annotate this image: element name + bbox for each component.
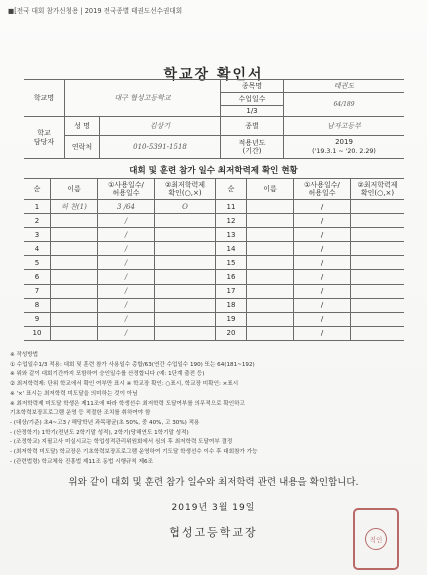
table-row bbox=[24, 256, 404, 270]
instruction-line: ※ 최저학력제 미도달 학생은 제11조에 따라 학생선수 최저학력 도달여부를 의무적으로 확인하고 bbox=[10, 400, 245, 407]
col-name: 이름 bbox=[51, 179, 98, 200]
row-seq-2: 12 bbox=[216, 214, 247, 228]
sport-label: 종목명 bbox=[221, 80, 284, 93]
school-name-label: 학교명 bbox=[24, 80, 65, 117]
category-value: 남자고등부 bbox=[284, 117, 405, 136]
col-min-level-line2: 확인(○,×) bbox=[168, 189, 202, 197]
row-seq-2: 13 bbox=[216, 228, 247, 242]
table-row bbox=[24, 242, 404, 256]
row-seq-2: 18 bbox=[216, 298, 247, 312]
row-name bbox=[51, 214, 98, 228]
row-seq-2: 11 bbox=[216, 200, 247, 214]
row-name-2 bbox=[247, 256, 294, 270]
row-min-level-check-2 bbox=[351, 326, 405, 340]
table-row bbox=[24, 214, 404, 228]
row-min-level-check-2 bbox=[351, 214, 405, 228]
instruction-line: - (조정학교) 지필고사 미실시교는 학업성적관리위원회에서 심의 후 최저학력 도달여부 결정 bbox=[10, 439, 233, 446]
row-min-level-check-2 bbox=[351, 200, 405, 214]
apply-year-label bbox=[221, 136, 284, 159]
row-min-level-check-2 bbox=[351, 298, 405, 312]
row-used-days: / bbox=[98, 256, 155, 270]
row-min-level-check-2 bbox=[351, 270, 405, 284]
instruction-line: 기초학력보장프로그램 운영 등 적절한 조치를 취하여야 함 bbox=[10, 410, 151, 417]
row-seq: 5 bbox=[24, 256, 51, 270]
row-seq-2: 20 bbox=[216, 326, 247, 340]
row-name bbox=[51, 228, 98, 242]
col-used-days bbox=[98, 179, 155, 200]
name-label: 성 명 bbox=[65, 117, 100, 136]
row-used-days-2: / bbox=[294, 214, 351, 228]
row-name bbox=[51, 270, 98, 284]
category-label: 종별 bbox=[221, 117, 284, 136]
row-seq: 2 bbox=[24, 214, 51, 228]
row-name: 허 찬(1) bbox=[51, 200, 98, 214]
col-name-2: 이름 bbox=[247, 179, 294, 200]
instruction-line: ※ 위와 같이 대회기간까지 포함하여 승인일수를 산정합니다 (예: 1단계 출전 등) bbox=[10, 371, 205, 378]
col-min-level-line1: ②최저학력제 bbox=[164, 181, 206, 189]
col-used-days-2-line1: ①사용일수/ bbox=[304, 181, 340, 189]
apply-period: ('19.3.1 ~ '20. 2.29) bbox=[312, 148, 376, 155]
class-days-label: 수업일수 bbox=[221, 93, 284, 106]
writing-instructions bbox=[10, 351, 415, 467]
col-used-days-2 bbox=[294, 179, 351, 200]
sport-value: 태권도 bbox=[284, 80, 405, 93]
row-used-days: / bbox=[98, 228, 155, 242]
row-min-level-check bbox=[155, 270, 216, 284]
seal-text: 직인 bbox=[369, 535, 383, 544]
row-name-2 bbox=[247, 284, 294, 298]
instruction-line: ※ '×' 표시는 최저학력 미도달을 의미하는 것이 아님 bbox=[10, 390, 138, 397]
row-name-2 bbox=[247, 228, 294, 242]
row-used-days-2: / bbox=[294, 284, 351, 298]
instruction-line: ① 수업일수1/3 적용: 대회 및 훈련 참가 사용일수 총합/63(연간 수업일수 190) 또는 64(181~192) bbox=[10, 361, 255, 368]
manager-label-line1: 학교 bbox=[37, 128, 51, 137]
section-title: 대회 및 훈련 참가 일수 최저학력제 확인 현황 bbox=[129, 166, 298, 176]
row-seq: 6 bbox=[24, 270, 51, 284]
row-used-days: / bbox=[98, 270, 155, 284]
row-seq-2: 15 bbox=[216, 256, 247, 270]
table-row bbox=[24, 228, 404, 242]
row-min-level-check bbox=[155, 298, 216, 312]
row-name-2 bbox=[247, 200, 294, 214]
school-name-value: 대구 협성고등학교 bbox=[65, 80, 221, 117]
class-days-ratio: 1/3 bbox=[221, 106, 284, 117]
confirmation-statement: 위와 같이 대회 및 훈련 참가 일수와 최저학력 관련 내용을 확인합니다. bbox=[68, 477, 359, 488]
school-info-table bbox=[24, 79, 404, 159]
row-min-level-check bbox=[155, 256, 216, 270]
row-seq: 1 bbox=[24, 200, 51, 214]
row-min-level-check bbox=[155, 312, 216, 326]
col-min-level-2-line2: 확인(○,×) bbox=[360, 189, 395, 197]
row-min-level-check-2 bbox=[351, 256, 405, 270]
row-min-level-check bbox=[155, 284, 216, 298]
contact-label: 연락처 bbox=[65, 136, 100, 159]
col-min-level-2 bbox=[351, 179, 405, 200]
row-name bbox=[51, 298, 98, 312]
apply-year: 2019 bbox=[335, 138, 353, 146]
row-seq-2: 14 bbox=[216, 242, 247, 256]
class-days-value: 64/189 bbox=[284, 93, 405, 117]
table-rows bbox=[24, 200, 404, 341]
document-title: 학교장 확인서 bbox=[163, 67, 264, 83]
row-used-days-2: / bbox=[294, 312, 351, 326]
row-name-2 bbox=[247, 312, 294, 326]
row-used-days: 3 /64 bbox=[98, 200, 155, 214]
apply-year-label-line2: (기간) bbox=[242, 147, 262, 155]
col-used-days-line1: ①사용일수/ bbox=[108, 181, 144, 189]
instruction-line: ※ 작성방법 bbox=[10, 352, 39, 358]
row-seq-2: 16 bbox=[216, 270, 247, 284]
row-name bbox=[51, 284, 98, 298]
official-seal-stamp bbox=[353, 508, 399, 570]
col-used-days-line2: 허용일수 bbox=[112, 189, 140, 197]
col-min-level bbox=[155, 179, 216, 200]
principal-signature-line: 협성고등학교장 bbox=[169, 526, 258, 539]
instruction-line: - (대상/기준) 초4~고3 / 해당학년 과목평균(초 50%, 중 40%, 고 30%) 적용 bbox=[10, 419, 200, 426]
col-used-days-2-line2: 허용일수 bbox=[308, 189, 336, 197]
col-seq-2: 순 bbox=[216, 179, 247, 200]
seal-inner bbox=[365, 528, 387, 550]
manager-label bbox=[24, 117, 65, 159]
row-min-level-check bbox=[155, 214, 216, 228]
row-min-level-check-2 bbox=[351, 312, 405, 326]
row-seq: 3 bbox=[24, 228, 51, 242]
instruction-line: - (관련법령) 학교체육 진흥법 제11조 동법 시행규칙 제6조 bbox=[10, 458, 153, 465]
contact-value: 010-5391-1518 bbox=[100, 136, 221, 159]
row-used-days-2: / bbox=[294, 298, 351, 312]
row-used-days: / bbox=[98, 284, 155, 298]
row-name bbox=[51, 256, 98, 270]
row-seq-2: 17 bbox=[216, 284, 247, 298]
row-name-2 bbox=[247, 326, 294, 340]
participation-days-table bbox=[24, 178, 404, 341]
name-value: 김상기 bbox=[100, 117, 221, 136]
row-used-days-2: / bbox=[294, 228, 351, 242]
row-used-days: / bbox=[98, 312, 155, 326]
col-seq: 순 bbox=[24, 179, 51, 200]
row-name bbox=[51, 242, 98, 256]
table-row bbox=[24, 326, 404, 340]
row-used-days-2: / bbox=[294, 270, 351, 284]
document-header-line: ■[전국 대회 참가신청용 | 2019 전국종별 태권도선수권대회 bbox=[8, 7, 183, 15]
row-min-level-check-2 bbox=[351, 242, 405, 256]
manager-label-line2: 담당자 bbox=[33, 137, 55, 146]
row-seq: 10 bbox=[24, 326, 51, 340]
row-seq: 9 bbox=[24, 312, 51, 326]
table-row bbox=[24, 312, 404, 326]
row-used-days-2: / bbox=[294, 200, 351, 214]
row-used-days: / bbox=[98, 242, 155, 256]
apply-year-label-line1: 적용년도 bbox=[238, 139, 266, 147]
row-min-level-check bbox=[155, 228, 216, 242]
instruction-line: ② 최저학력제: 단위 학교에서 확인 여부만 표시 ※ 학교장 확인: ○표시, 학교장 미확인: ×표시 bbox=[10, 381, 239, 388]
instruction-line: - (산정학기) 1학기(전년도 2학기말 성적), 2학기(당해연도 1학기말 성적) bbox=[10, 429, 189, 436]
row-seq: 8 bbox=[24, 298, 51, 312]
row-name bbox=[51, 312, 98, 326]
row-min-level-check-2 bbox=[351, 284, 405, 298]
table-row bbox=[24, 270, 404, 284]
row-used-days: / bbox=[98, 326, 155, 340]
apply-year-value bbox=[284, 136, 405, 159]
row-used-days-2: / bbox=[294, 242, 351, 256]
table-row bbox=[24, 298, 404, 312]
table-row bbox=[24, 284, 404, 298]
row-name-2 bbox=[247, 270, 294, 284]
col-min-level-2-line1: ②최저학력제 bbox=[357, 181, 398, 189]
signed-date: 2019년 3월 19일 bbox=[171, 503, 256, 513]
row-name-2 bbox=[247, 298, 294, 312]
instruction-line: - (최저학력 미도달) 학교장은 기초학력보장프로그램 운영하여 기도달 학생선수 이수 후 대회참가 가능 bbox=[10, 449, 258, 456]
row-min-level-check bbox=[155, 326, 216, 340]
row-used-days-2: / bbox=[294, 256, 351, 270]
row-name-2 bbox=[247, 242, 294, 256]
row-name-2 bbox=[247, 214, 294, 228]
row-min-level-check-2 bbox=[351, 228, 405, 242]
row-seq: 7 bbox=[24, 284, 51, 298]
row-used-days: / bbox=[98, 298, 155, 312]
table-row bbox=[24, 200, 404, 214]
row-used-days: / bbox=[98, 214, 155, 228]
row-min-level-check bbox=[155, 242, 216, 256]
row-min-level-check: O bbox=[155, 200, 216, 214]
row-name bbox=[51, 326, 98, 340]
row-seq-2: 19 bbox=[216, 312, 247, 326]
row-used-days-2: / bbox=[294, 326, 351, 340]
row-seq: 4 bbox=[24, 242, 51, 256]
